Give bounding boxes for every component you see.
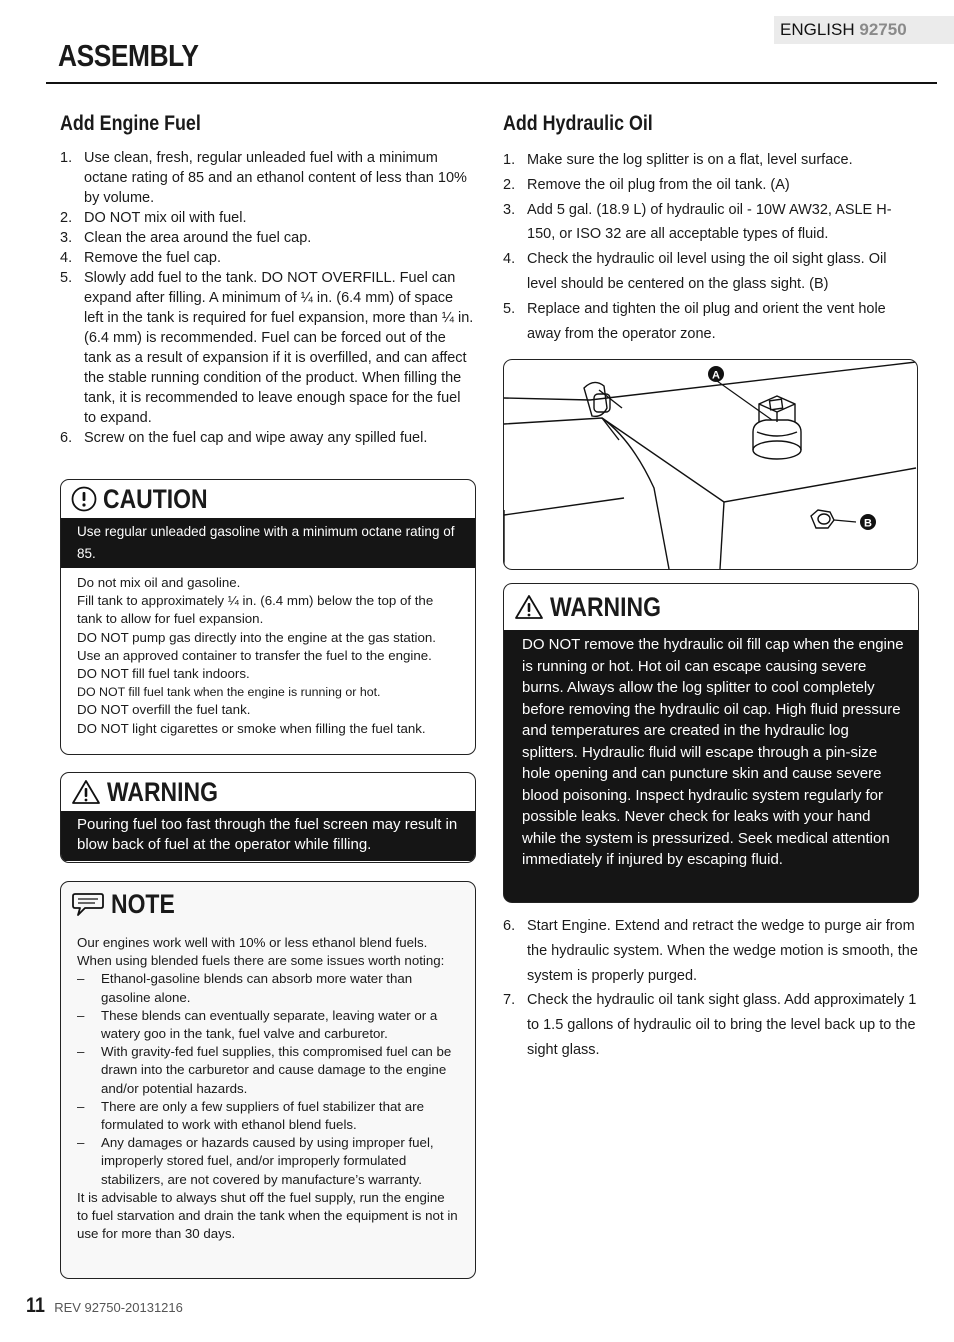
caution-line: Fill tank to approximately ¼ in. (6.4 mm) below the top of the tank to allow for fuel expansion. — [77, 593, 434, 627]
caution-highlight: Use regular unleaded gasoline with a minimum octane rating of 85. — [61, 518, 475, 568]
list-item: 3. Clean the area around the fuel cap. — [60, 230, 312, 246]
revision-code: REV 92750-20131216 — [54, 1300, 183, 1315]
list-item: 5. Replace and tighten the oil plug and orient the vent hole away from the operator zone. — [503, 300, 886, 342]
speech-bubble-icon — [71, 890, 105, 918]
language-tab — [774, 16, 954, 44]
engine-fuel-section — [60, 112, 476, 448]
caution-line: DO NOT fill fuel tank indoors. — [77, 666, 250, 682]
warning-triangle-icon — [514, 594, 544, 620]
title-divider — [46, 82, 937, 84]
caution-label: CAUTION — [103, 483, 208, 514]
list-item: 7. Check the hydraulic oil tank sight glass. Add approximately 1 to 1.5 gallons of hydraulic oil to bring the level back up to the sight glass. — [503, 992, 917, 1058]
hydraulic-oil-steps — [503, 148, 919, 346]
note-item: – With gravity-fed fuel supplies, this compromised fuel can be drawn into the carburetor and cause damage to the engine and/or potential hazards. — [77, 1044, 452, 1096]
list-item: 2. DO NOT mix oil with fuel. — [60, 210, 247, 226]
callout-a: A — [712, 369, 720, 382]
list-item: 4. Remove the fuel cap. — [60, 250, 222, 266]
note-item: – Any damages or hazards caused by using improper fuel, improperly stored fuel, and/or improperly formulated stabilizers, are not covered by manufacture’s warranty. — [77, 1135, 434, 1187]
caution-line: Do not mix oil and gasoline. — [77, 575, 241, 590]
model-number: 92750 — [859, 20, 907, 39]
callout-b: B — [864, 517, 872, 530]
note-body — [61, 926, 475, 1249]
fuel-warning-text: Pouring fuel too fast through the fuel screen may result in blow back of fuel at the operator while filling. — [61, 811, 475, 861]
note-label: NOTE — [111, 888, 175, 919]
note-header — [61, 882, 475, 926]
list-item: 3. Add 5 gal. (18.9 L) of hydraulic oil - 10W AW32, ASLE H-150, or ISO 32 are all acceptable types of fluid. — [503, 201, 892, 243]
note-outro: It is advisable to always shut off the fuel supply, run the engine to fuel starvation and drain the tank when the equipment is not in use for more than 30 days. — [77, 1189, 458, 1242]
note-item: – Ethanol-gasoline blends can absorb more water than gasoline alone. — [77, 971, 413, 1005]
caution-line: DO NOT overfill the fuel tank. — [77, 702, 251, 718]
caution-icon — [71, 486, 97, 512]
hydraulic-oil-section — [503, 112, 919, 346]
oil-tank-illustration — [504, 360, 917, 569]
list-item: 6. Screw on the fuel cap and wipe away any spilled fuel. — [60, 430, 428, 446]
fuel-warning-box — [60, 772, 476, 863]
caution-line: DO NOT fill fuel tank when the engine is running or hot. — [77, 685, 381, 700]
warning-triangle-icon — [71, 779, 101, 805]
hydraulic-oil-steps-after — [503, 914, 919, 1063]
oil-warning-label: WARNING — [550, 591, 661, 622]
page-number: 11 — [26, 1294, 45, 1317]
page-footer — [26, 1294, 183, 1318]
page-title: ASSEMBLY — [58, 38, 199, 73]
oil-warning-text: DO NOT remove the hydraulic oil fill cap when the engine is running or hot. Hot oil can escape causing severe burns. Always allow the log splitter to cool completely before removing the hydraulic oil cap. High fluid pressure and temperatures are created in the hydraulic log splitters. Hydraulic fluid will escape through a pin-size hole opening and can puncture skin and cause severe blood poisoning. Inspect hydraulic system regularly for possible leaks. Never check for leaks with your hand while the system is pressurized. Seek medical attention immediately if injured by escaping fluid. — [504, 630, 918, 881]
oil-warning-box — [503, 583, 919, 903]
language-label: ENGLISH 92750 — [780, 20, 907, 39]
list-item: 6. Start Engine. Extend and retract the wedge to purge air from the hydraulic system. When the wedge motion is smooth, the system is properly purged. — [503, 918, 918, 984]
oil-tank-figure — [503, 359, 918, 570]
fuel-warning-label: WARNING — [107, 776, 218, 807]
list-item: 4. Check the hydraulic oil level using the oil sight glass. Oil level should be centered on the glass sight. (B) — [503, 251, 887, 292]
caution-body — [61, 568, 475, 744]
caution-line: DO NOT light cigarettes or smoke when filling the fuel tank. — [77, 720, 426, 736]
list-item: 2. Remove the oil plug from the oil tank. (A) — [503, 176, 790, 193]
hydraulic-oil-heading: Add Hydraulic Oil — [503, 112, 653, 135]
list-item: 5. Slowly add fuel to the tank. DO NOT OVERFILL. Fuel can expand after filling. A minimum of ¼ in. (6.4 mm) of space left in the tank is required for fuel expansion, more than ¼ in. (6.4 mm) is recommended. Fuel can be forced out of the tank as a result of expansion if it is overfilled, and can affect the stable running condition of the product. When filling the tank, it is recommended to leave enough space for the fuel to expand. — [60, 270, 474, 426]
fuel-warning-header — [61, 773, 475, 811]
note-item: – There are only a few suppliers of fuel stabilizer that are formulated to work with ethanol blend fuels. — [77, 1098, 424, 1133]
oil-warning-header — [504, 584, 918, 630]
note-item: – These blends can eventually separate, leaving water or a watery goo in the tank, fuel valve and carburetor. — [77, 1007, 438, 1042]
list-item: 1. Make sure the log splitter is on a flat, level surface. — [503, 152, 853, 168]
engine-fuel-steps — [60, 148, 476, 448]
caution-box — [60, 479, 476, 755]
note-intro: Our engines work well with 10% or less ethanol blend fuels. When using blended fuels there are some issues worth noting: — [77, 935, 445, 969]
hydraulic-oil-steps-continued — [503, 914, 919, 1063]
note-box — [60, 881, 476, 1279]
caution-header — [61, 480, 475, 518]
list-item: 1. Use clean, fresh, regular unleaded fuel with a minimum octane rating of 85 and an ethanol content of less than 10% by volume. — [60, 150, 467, 206]
caution-line: DO NOT pump gas directly into the engine at the gas station. Use an approved container to transfer the fuel to the engine. — [77, 629, 436, 663]
engine-fuel-heading: Add Engine Fuel — [60, 112, 201, 135]
